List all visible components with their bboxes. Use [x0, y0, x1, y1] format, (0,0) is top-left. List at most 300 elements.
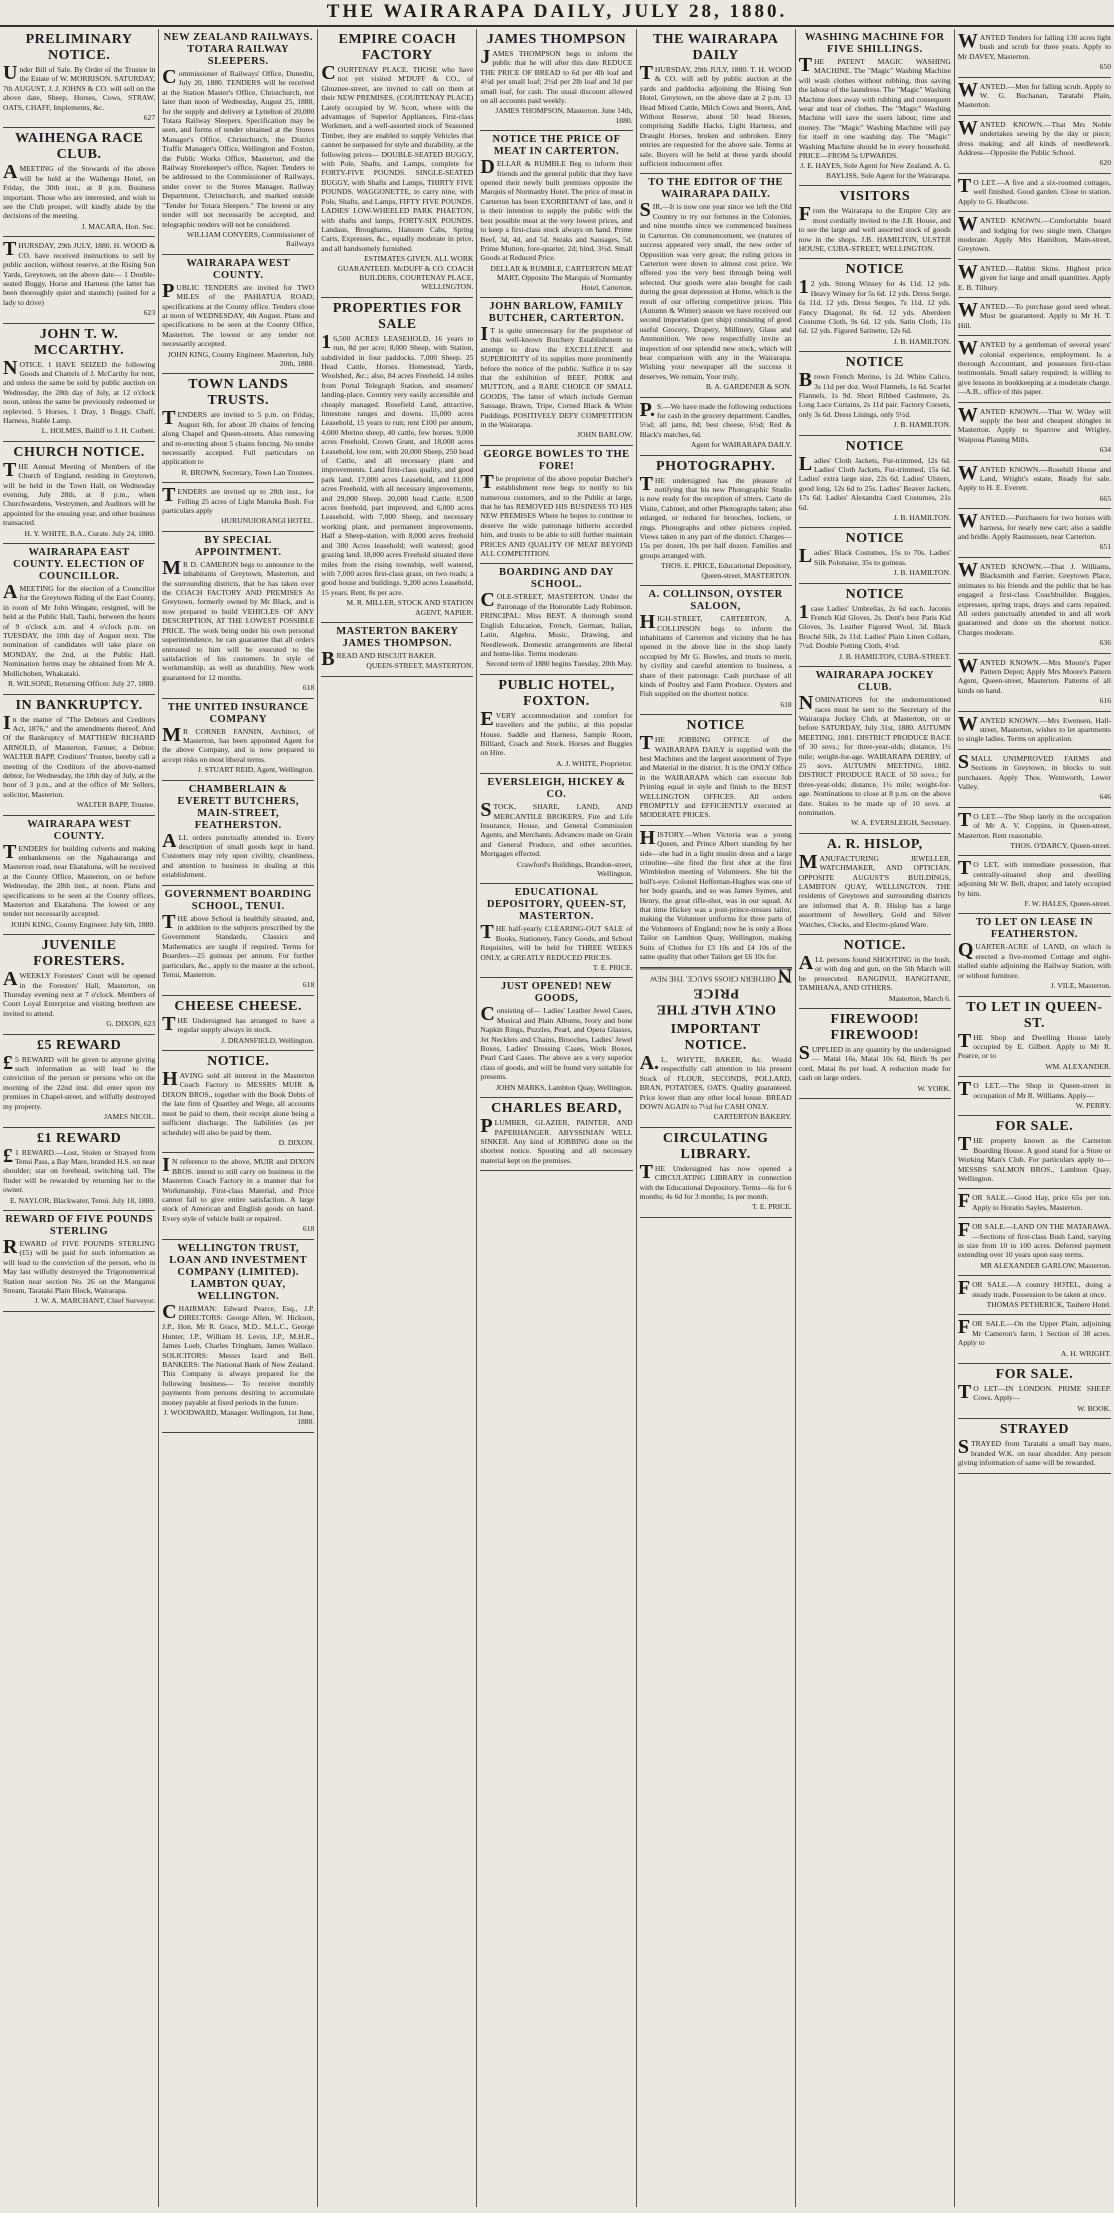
- ad-signature: T. E. PRICE.: [751, 1202, 792, 1212]
- ad-body: P.S.—We have made the following reductions for cash in the grocery department. Candles, 5½d; all jams, 8d; best cheese, 6½d; Red & Black's matches, 6d.: [639, 398, 792, 439]
- ad-heading: THE WAIRARAPA DAILY: [652, 32, 779, 63]
- advertisement: [958, 336, 1111, 402]
- advertisement: [480, 774, 632, 884]
- ad-heading: JAMES THOMPSON: [486, 32, 627, 47]
- ad-signature: 618: [302, 683, 315, 693]
- advertisement: [3, 128, 155, 237]
- ad-heading: PRELIMINARY NOTICE.: [25, 32, 133, 63]
- ad-heading: EVERSLEIGH, HICKEY & CO.: [487, 777, 626, 801]
- advertisement: [480, 884, 632, 978]
- ad-heading: IN BANKRUPTCY.: [15, 697, 143, 713]
- ad-body: NOMINATIONS for the undermentioned races must be sent to the Secretary of the Wairarapa Jockey Club, at Masterton, on or before SATURDAY, July 31st, 1880. AUTUMN MEETING, 1881. DISTRICT PRODUCE RACE of 30 sovs.; for three-year-olds; distance, 1½ mile; weight-for-age. WAIRARAPA DERBY, of 25 sovs. AUTUMN MEETING, 1882. DISTRICT PRODUCE RACE of 50 sovs.; for three-year-olds; distance, 1½ mile; weight-for-age. Nominations to close at 8 p.m. on the above date. Stakes to be made up of 10 sovs. at nomination.: [798, 692, 951, 817]
- advertisement: [958, 750, 1111, 808]
- ad-heading: NOTICE.: [843, 938, 906, 954]
- ad-body: EVERY accommodation and comfort for travellers and the public, at this popular House. Saddle and Harness, Sample Room, Billiard, Coach and Stock. Horses and Buggies on Hire.: [480, 707, 633, 758]
- advertisement: [480, 564, 632, 674]
- advertisement: [162, 1240, 314, 1433]
- advertisement: [640, 398, 792, 456]
- ad-signature: J. DRANSFIELD, Wellington.: [221, 1035, 315, 1045]
- advertisement: [162, 532, 314, 699]
- ad-signature: DELLAR & RUMBLE, CARTERTON MEAT MART, Opposite The Marquis of Normanby Hotel, Carterton.: [490, 263, 633, 292]
- advertisement: [958, 1116, 1111, 1189]
- ad-body: SMALL UNIMPROVED FARMS and Sections in Greytown, in blocks to suit purchasers. Apply Thos. Wentworth, Lower Valley.: [957, 750, 1111, 791]
- advertisement: [958, 212, 1111, 260]
- advertisement: [958, 1189, 1111, 1218]
- ad-body: ALL persons found SHOOTING in the bush, or with dog and gun, on the 5th March will be prosecuted. RANGINUI, RANGITANE, TAMIHANA, AND OTHERS.: [798, 952, 951, 993]
- advertisement: [3, 442, 155, 544]
- ad-body: WANTED KNOWN.—Comfortable board and lodging for two single men. Charges moderate. Apply Mrs Hamilton, Main-street, Greytown.: [957, 213, 1111, 254]
- ad-heading: FOR SALE.: [995, 1119, 1074, 1135]
- ad-body: COURTENAY PLACE. THOSE who have not yet visited M'DUFF & CO., of Ghuznee-street, are invited to call on them at their NEW PREMISES, (COURTENAY PLACE) Lately occupied by W. Scott, where with the advantages of Superior Appliances, First-class Workmen, and a well-assorted stock of Seasoned Timber, they are enabled to supply Vehicles that cannot be surpassed for style and durability, at the following prices— DOUBLE-SEATED BUGGY, with Pole, Shafts, and Lamps, complete for FORTY-FIVE POUNDS. SINGLE-SEATED BUGGY, with Shafts and Lamps, THIRTY FIVE POUNDS. WAGGONETTE, to carry nine, with Pole, Shafts, and Lamps, FIFTY FIVE POUNDS. LADIES' LOW-WHEELED PARK PHAETON, with shafts and lamps, FORTY-SIX POUNDS. Landaus, Broughams, Hansom Cabs, Spring Carts, Expresses, &c., equally moderate in price, and all handsomely furnished.: [321, 62, 474, 253]
- advertisement: [958, 116, 1111, 174]
- advertisement: [640, 963, 792, 1019]
- ad-body: £1 REWARD.—Lost, Stolen or Strayed from Tenui Pass, a Bay Mare, branded H.S. on near shoulder; star on forehead, switching tail. The finder will be rewarded by returning her to the owner.: [3, 1144, 156, 1195]
- masthead-rule: [0, 25, 1114, 27]
- advertisement: [958, 1315, 1111, 1364]
- ad-body: From the Wairarapa to the Empire City are most cordially invited to the J.B. House, and to see the large and well assorted stock of goods now in the shops. J.B. HAMILTON, ULSTER HOUSE, CUBA-STREET, WELLINGTON.: [798, 203, 951, 253]
- ad-signature: 618: [302, 980, 315, 990]
- ad-body: IT is quite unnecessary for the proprietor of this well-known Butchery Establishment to attempt to draw the EXCELLENCE and SUPERIORITY of its supplies more prominently before the notice of the public. Suffice it to say that the exhibition of BEEF, PORK and MUTTON, and a RARE CHOICE OF SMALL GOODS, The latter of which include German Sausage, Brawn, Tripe, Corned Black & White Puddings. POSITIVELY DEFY COMPETITION in the Wairarapa.: [480, 322, 633, 429]
- ad-heading: WAIRARAPA JOCKEY CLUB.: [815, 670, 934, 694]
- ad-body: THURSDAY, 29th JULY, 1880. H. WOOD & CO. have received instructions to sell by public auction, without reserve, at the Rising Sun Yards, Greytown, on the above date— 1 Double-seated Buggy, Horse and Harness (the latter has been thoroughly quiet and staunch) (suited for a lady to drive): [3, 238, 156, 307]
- ad-signature: D. DIXON.: [278, 1137, 315, 1147]
- advertisement: [799, 834, 951, 935]
- ad-body: THE undersigned has the pleasure of notifying that his new Photographic Studio is now ready for the reception of sitters. Carte de Visite, Cabinet, and other Photographs taken; also enlarged, or reduced for brooches, lockets, or rings. Photographs and other pictures copied. Views taken in any part of the district. Charges—15s per dozen, 10s per half dozen. Families and groups arranged with.: [639, 472, 792, 560]
- ad-signature: 620: [1099, 158, 1111, 168]
- ad-body: A.L. WHYTE, BAKER, &c. Would respectfully call attention to his present Stock of FLOUR, SECONDS, POLLARD, BRAN, POTATOES, OATS. Quality guaranteed. Price lower than any other local house. BREAD DOWN AGAIN to 7½d for CASH ONLY.: [639, 1051, 792, 1111]
- ad-heading: PHOTOGRAPHY.: [656, 458, 776, 474]
- ad-body: MR D. CAMERON begs to announce to the inhabitants of Greytown, Masterton, and the surrounding districts, that he has taken over the COACH FACTORY AND PREMISES At Greytown, formerly owned by Mr Black, and is now prepared to build VEHICLES OF ANY DESCRIPTION, AT THE LOWEST POSSIBLE PRICE. The work being under his own personal superintendence, he can guarantee that all orders entrusted to him will be executed to the satisfaction of his customers. In style of workmanship, as well as durability. New work guaranteed for 12 months.: [162, 556, 315, 682]
- ad-body: TENDERS for building culverts and making embankments on the Ngahauranga and Masterton road, near Ekatahuna, will be received at the County Office, Masterton, on or before Wednesday, the 28th inst., at noon. Plans and specifications to be seen at the County offices, Masterton and Ekatahuna. The lowest or any tender not necessarily accepted.: [3, 840, 156, 919]
- ad-heading: PUBLIC HOTEL, FOXTON.: [498, 677, 615, 709]
- ad-body: REWARD of FIVE POUNDS STERLING (£5) will be paid for such information as will lead to the conviction of the person, who in May last wilfully destroyed the Trigonometrical Station near section No. 26 on the Manganui Stream, Tarataki Plain Block, Wairarapa.: [3, 1235, 156, 1295]
- advertisement: [640, 29, 792, 174]
- ad-body: WANTED by a gentleman of several years' colonial experience, employment. Is a thorough Accountant, and possesses first-class testimonials. Small salary required; is willing to give lessons in bookkeeping at a moderate charge.—A.B., office of this paper.: [957, 337, 1111, 397]
- ad-heading: GEORGE BOWLES TO THE FORE!: [483, 448, 630, 472]
- advertisement: [958, 856, 1111, 914]
- ad-body: STOCK, SHARE, LAND, AND MERCANTILE BROKERS, Fire and Life Insurance, House, and General Commission Agents, and Merchants. Advances made on Grain and General Produce, and other securities. Mortgages effected.: [480, 799, 633, 859]
- ad-heading: NOTICE: [845, 355, 904, 371]
- ad-signature: 627: [143, 113, 156, 123]
- advertisement: [3, 695, 155, 816]
- ad-heading: CHAMBERLAIN & EVERETT BUTCHERS, MAIN-STREET, FEATHERSTON.: [177, 783, 299, 831]
- advertisement: [162, 886, 314, 996]
- column-6: [796, 29, 955, 2207]
- ad-signature: 665: [1099, 493, 1111, 503]
- ad-signature: 646: [1099, 792, 1111, 802]
- advertisement: [480, 298, 632, 446]
- ad-signature: 623: [143, 308, 156, 318]
- newspaper-title: THE WAIRARAPA DAILY, JULY 28, 1880.: [326, 1, 788, 22]
- ad-body: THE JOBBING OFFICE of the WAIRARAPA DAILY is supplied with the best Machines and the largest assortment of Type and Material in the district. It is the ONLY Office in the WAIRARAPA which can execute Job Printing equal in style and finish to the BEST WELLINGTON OFFICES. All orders PROMPTLY and EFFICIENTLY executed at MODERATE PRICES.: [639, 732, 792, 820]
- ad-body: THE above School is healthily situated, and, in addition to the subjects prescribed by the Government Standards, Classics and Mathematics are taught if required. Terms for Boarders—25 guineas per annum. For further particulars, &c., apply to the master at the school, Tenui, Masterton.: [162, 910, 315, 980]
- ad-signature: Second term of 1880 begins Tuesday, 20th May.: [486, 659, 633, 669]
- ad-heading: JUST OPENED! NEW GOODS,: [500, 981, 613, 1005]
- ad-body: THE Annual Meeting of Members of the Church of England, residing in Greytown, will be held in the Town Hall, on Wednesday evening, July 28th, at 8 p.m., when Churchwardens, Vestrymen, and Auditors will be appointed for the ensuing year, and other business transacted.: [3, 458, 156, 528]
- ad-heading: CHEESE CHEESE.: [174, 998, 303, 1014]
- ad-signature: J. STUART REID, Agent, Wellington.: [197, 765, 315, 775]
- ad-heading: WAIRARAPA EAST COUNTY. ELECTION OF COUNCILLOR.: [13, 547, 146, 583]
- ad-heading: £1 REWARD: [36, 1130, 122, 1146]
- column-1: [0, 29, 159, 2207]
- ad-heading: PROPERTIES FOR SALE: [332, 300, 462, 332]
- ad-signature: J. WOODWARD, Manager. Wellington, 1st June, 1880.: [163, 1408, 315, 1427]
- masthead: [0, 0, 1114, 24]
- ad-signature: THOS. E. PRICE, Educational Depository, Queen-street, MASTERTON.: [661, 561, 792, 580]
- ad-body: NOTICE. I HAVE SEIZED the following Goods and Chattels of J. McCarthy for rent, and unless the same be sold by public auction on Wednesday, the 28th day of July, at 12 o'clock noon, unless the same be previously redeemed or replevied. 5 Horses, 1 Dray, 1 Buggy, Chaff, Harness, Stable Lamp.: [3, 356, 156, 425]
- ad-signature: JOHN KING, County Engineer. July 6th, 1880.: [10, 919, 156, 929]
- ad-body: PLUMBER, GLAZIER, PAINTER, AND PAPERHANGER. ABYSSINIAN WELL SINKER. Any kind of JOBBING done on the shortest notice. Spouting and all necessary material kept on the premises.: [480, 1115, 633, 1165]
- ad-signature: J. B. HAMILTON.: [893, 568, 951, 578]
- ad-body: Consisting of— Ladies' Leather Jewel Cases, Musical and Plain Albums, Ivory and bone Napkin Rings, Puzzles, Pearl, and Opera Glasses, Jet Necklets and Chains, Brooches, Ladies' Jewel Boxes, Ladies' Dressing Cases, Work Boxes, Pearl Card Cases. The above are a very superior class of goods, and will be found very suitable for presents.: [480, 1003, 633, 1082]
- ad-body: IN reference to the above, MUIR and DIXON BROS. intend to still carry on business in the Masterton Coach Factory in a manner that for Workmanship, First-class Material, and Price cannot fail to give entire satisfaction. A large stock of American and English goods on hand. Every style of vehicle built or repaired.: [162, 1154, 315, 1223]
- ad-body: BREAD AND BISCUIT BAKER.: [321, 647, 437, 670]
- ad-body: Commissioner of Railways' Office, Dunedin, July 20, 1880. TENDERS will be received at the Station Master's Office, Christchurch, not later than noon of Wednesday, August 25, 1880, for the supply and delivery at Lyttelton of 20,000 Totara Railway Sleepers. Specification may be seen, and forms of tender obtained at the Stores Manager's Office, Christchurch, the District Traffic Manager's Office, Wellington and Foxton, the Public Works Office, Masterton, and the Railway Storekeeper's office, Napier. Tenders to be addressed to the Commissioner of Railways, under cover to the Stores Manager, Railway Department, Christchurch, and marked outside "Tender for Totara Sleepers." The lowest or any tender will not necessarily be accepted, and telegraphic tenders will not be considered.: [162, 66, 315, 229]
- ad-heading: FIREWOOD! FIREWOOD!: [830, 1012, 920, 1044]
- advertisement: [958, 712, 1111, 750]
- advertisement: [480, 131, 632, 298]
- ad-body: WANTED KNOWN.—Mrs Moore's Paper Pattern Depot; Apply Mrs Moore's Pattern Agent, Queen-street, Masterton. Patterns of all kinds on hand.: [957, 654, 1111, 695]
- advertisement: [958, 174, 1111, 212]
- ad-signature: Agent for WAIRARAPA DAILY.: [690, 440, 792, 450]
- ad-heading: GOVERNMENT BOARDING SCHOOL, TENUI.: [164, 888, 312, 912]
- advertisement: [3, 237, 155, 323]
- ad-signature: E. NAYLOR, Blackwater, Tenui. July 18, 1880.: [10, 1195, 156, 1205]
- ad-signature: JOHN KING, County Engineer. Masterton, July 20th, 1880.: [167, 349, 315, 368]
- ad-heading: ONLY HALF THE PRICE: [655, 984, 776, 1016]
- ad-body: 12 yds. Strong Winsey for 4s 11d. 12 yds. Heavy Winsey for 5s 6d. 12 yds. Dress Serge, 6s 11d. 12 yds. Dress Serges, 7s 11d. 12 yds. Fancy Diagonal, 8s 6d. 12 yds. Aberdeen Costume Cloth, 9s 6d. 12 yds. Satin Cloth, 11s 6d. 12 yds. Figured Satinette, 12s 6d.: [798, 276, 951, 336]
- ad-body: WANTED KNOWN.—Rosehill House and Land, Wright's estate, Ready for sale. Apply to H. E. Everett.: [957, 461, 1111, 493]
- advertisement: [799, 29, 951, 186]
- advertisement: [958, 29, 1111, 78]
- ad-body: ALL orders punctually attended to. Every description of small goods kept in hand. Customers may rely upon civility, cleanliness, and attention to business in dealing at this establishment.: [162, 829, 315, 880]
- ad-body: PUBLIC TENDERS are invited for TWO MILES of the PAHIATUA ROAD; specifications at the County office. Tenders close at noon of WEDNESDAY, 4th August. Plans and specifications to be seen at the County Office, Masterton. The lowest or any tender not necessarily accepted.: [162, 279, 315, 349]
- ad-body: THE half-yearly CLEARING-OUT SALE of Books, Stationery, Fancy Goods, and School Requisites, will be held for THREE WEEKS ONLY, at GREATLY REDUCED PRICES.: [480, 921, 633, 962]
- ad-heading: IMPORTANT NOTICE.: [670, 1021, 761, 1053]
- advertisement: [958, 1419, 1111, 1473]
- advertisement: [480, 978, 632, 1098]
- advertisement: [958, 808, 1111, 857]
- advertisement: [799, 352, 951, 435]
- ad-heading: NOTICE: [845, 438, 904, 454]
- ad-body: WANTED KNOWN.—That W. Wiley will supply the best and cheapest shingles in Masterton. Apply to Sparrow and Wrigley, Waipoua Planing Mills.: [957, 403, 1111, 444]
- ad-heading: BOARDING AND DAY SCHOOL.: [499, 567, 614, 591]
- ad-signature: WILLIAM CONYERS, Commissioner of Railways: [186, 229, 315, 249]
- ad-body: AWEEKLY Foresters' Court will be opened in the Foresters' Hall, Masterton, on Thursday evening next at 7 o'clock. Members of Court Loyal Enterprise and visiting brethren are invited to attend.: [3, 968, 156, 1018]
- ad-body: The proprietor of the above popular Butcher's establishment now begs to notify to his numerous customers, and to the Public at large, that he has REMOVED HIS BUSINESS TO HIS NEW PREMISES Where he hopes to continue to deserve the wide patronage hitherto accorded him, and trusts to be able to still further maintain PRICES AND QUALITY OF MEAT BEYOND ALL COMPETITION.: [480, 470, 633, 559]
- ad-heading: A. COLLINSON, OYSTER SALOON,: [648, 589, 783, 613]
- ad-body: FOR SALE.—A country HOTEL, doing a steady trade. Possession to be taken at once.: [957, 1277, 1111, 1300]
- ad-body: MANUFACTURING JEWELLER, WATCHMAKER, AND OPTICIAN. OPPOSITE AUGUST'S BUILDINGS, LAMBTON QUAY, WELLINGTON. THE residents of Greytown and surrounding districts are informed that A. R. Hislop has a large assortment of Jewellery, Gold and Silver Watches, Clocks, and Electro-plated Ware.: [798, 850, 951, 929]
- ad-signature: ESTIMATES GIVEN. ALL WORK GUARANTEED. McDUFF & CO. COACH BUILDERS, COURTENAY PLACE, WELLINGTON.: [337, 254, 474, 292]
- advertisement: [3, 1128, 155, 1211]
- ad-body: COLE-STREET, MASTERTON. Under the Patronage of the Honorable Lady Robinson. PRINCIPAL: Miss BEST. A thorough sound English Education, French, German, Italian, Latin, Algebra, Music, Drawing, and Needlework. Domestic arrangements are liberal and home-like. Terms moderate.: [480, 589, 633, 658]
- ad-signature: J. B. HAMILTON, CUBA-STREET.: [838, 651, 951, 661]
- ad-heading: CIRCULATING LIBRARY.: [662, 1130, 769, 1162]
- ad-signature: G. DIXON, 623: [106, 1019, 156, 1029]
- advertisement: [162, 255, 314, 375]
- advertisement: [321, 29, 473, 298]
- ad-body: WANTED KNOWN.—Mrs Ewensen, Hall-street, Masterton, wishes to let apartments to single ladies. Terms on application.: [957, 712, 1111, 744]
- advertisement: [958, 298, 1111, 336]
- advertisement: [640, 715, 792, 826]
- ad-signature: MR ALEXANDER GARLOW, Masterton.: [980, 1260, 1111, 1270]
- ad-body: THE Undersigned has arranged to have a regular supply always in stock.: [162, 1012, 315, 1035]
- advertisement: [958, 78, 1111, 116]
- ad-signature: J. VILE, Masterton.: [1050, 981, 1111, 991]
- ad-body: WANTED KNOWN.—That Mrs Noble undertakes sewing by the day or piece; dress making; and all kinds of needlework. Address—Opposite the Public School.: [957, 116, 1111, 158]
- page-columns: [0, 29, 1114, 2209]
- ad-heading: EDUCATIONAL DEPOSITORY, QUEEN-ST, MASTERTON.: [486, 887, 627, 923]
- ad-signature: 618: [302, 1224, 315, 1234]
- advertisement: [958, 914, 1111, 996]
- ad-heading: BY SPECIAL APPOINTMENT.: [194, 534, 282, 558]
- ad-heading: VISITORS: [839, 189, 911, 205]
- ad-body: £5 REWARD will be given to anyone giving such information as will lead to the conviction of the person or persons who on the morning of the 22nd inst. did enter upon my premises in Chapel-street, and wilfully destroyed my property.: [3, 1051, 156, 1111]
- ad-body: TO LET, with immediate possession, that centrally-situated shop and dwelling adjoining Mr W. Bell, draper, and lately occupied by him.: [957, 857, 1111, 898]
- ad-body: CHAIRMAN: Edward Pearce, Esq., J.P. DIRECTORS: George Allen, W. Hickson, J.P., Hon. Mr R. Grace, M.D., M.L.C., George Hunter, J.P., William H. Levin, J.P., M.H.R., James Loeb, Charles Tringham, James Wallace. SOLICITORS: Messrs Izard and Bell. BANKERS: The National Bank of New Zealand. This Company is always prepared for the following business— To receive monthly payments from persons desiring to accumulate money payable at fixed periods in the future.: [162, 1300, 315, 1407]
- ad-body: Brown French Merino, 1s 2d. White Calico, 3s 11d per doz. Wool Flannels, 1s 6d. Scarlet Flannels, 1s 9d. Short Ribbed Cashmere, 2s. Long Lace Curtains, 2s 11d pair. Factory Corsets, only 3s 6d. Dress Linings, only 5½d.: [798, 369, 951, 419]
- advertisement: [162, 29, 314, 255]
- ad-signature: WM. ALEXANDER.: [1045, 1061, 1111, 1071]
- advertisement: [958, 997, 1111, 1078]
- advertisement: [3, 1211, 155, 1312]
- ad-signature: QUEEN-STREET, MASTERTON.: [366, 661, 474, 671]
- ad-signature: M. R. MILLER, STOCK AND STATION AGENT, NAPIER.: [346, 598, 474, 617]
- advertisement: [799, 436, 951, 529]
- advertisement: [958, 1077, 1111, 1116]
- ad-body: 1case Ladies' Umbrellas, 2s 6d each. Jaconis French Kid Gloves, 2s. Dent's best Paris Kid Gloves, 3s. Leather Figured Wool, 3d. Black Broché Silk, 2s 11d. Ladies' Plain Linen Collars, 7½d. Double Potting Cloth, 4½d.: [798, 600, 951, 651]
- advertisement: [640, 1128, 792, 1218]
- ad-signature: Crawford's Buildings, Brandon-street, Wellington.: [516, 859, 633, 878]
- ad-body: AMEETING for the election of a Councillor for the Greytown Riding of the East County, in room of Mr John Wingate, resigned, will be held at the Public Hall, Tauhi, between the hours of 9 o'clock a.m. and 4 o'clock p.m. on TUESDAY, the 10th day of August next. The nomination of candidates will take place on MONDAY, the 2nd, at the Public Hall. Nomination forms may be obtained from Mr A. Mollichoben, Whakataki.: [3, 581, 156, 678]
- ad-signature: Masterton, March 6.: [888, 993, 951, 1003]
- advertisement: [3, 324, 155, 442]
- advertisement: [958, 461, 1111, 510]
- ad-signature: JOHN BARLOW.: [577, 430, 633, 440]
- ad-heading: STRAYED: [999, 1422, 1069, 1438]
- ad-signature: A. J. WHITE, Proprietor.: [556, 758, 633, 768]
- ad-heading: £5 REWARD: [36, 1037, 122, 1053]
- ad-heading: REWARD OF FIVE POUNDS STERLING: [5, 1213, 153, 1237]
- ad-heading: EMPIRE COACH FACTORY: [338, 32, 457, 63]
- advertisement: [958, 558, 1111, 654]
- ad-heading: NOTICE: [686, 718, 745, 734]
- ad-body: NORTHERN CROSS SAUCE. THE NEW: [649, 963, 792, 986]
- ad-signature: J. B. HAMILTON.: [893, 420, 951, 430]
- ad-signature: F. W. HALES, Queen-street.: [1024, 899, 1111, 909]
- column-4: [477, 29, 636, 2207]
- ad-signature: A. H. WRIGHT.: [1060, 1348, 1111, 1358]
- ad-signature: J. W. A. MARCHANT, Chief Surveyor.: [34, 1296, 156, 1306]
- ad-signature: H. Y. WHITE, B.A., Curate. July 24, 1880.: [24, 528, 156, 538]
- advertisement: [799, 528, 951, 583]
- advertisement: [958, 260, 1111, 298]
- ad-heading: TO LET IN QUEEN-ST.: [966, 999, 1103, 1031]
- ad-body: Ladies' Black Costumes, 15s to 70s. Ladies' Silk Polonaise, 35s to guineas.: [798, 545, 951, 568]
- ad-signature: T. E. PRICE.: [592, 963, 633, 973]
- advertisement: [321, 623, 473, 677]
- ad-body: TO LET.—A five and a six-roomed cottages, well finished. Good garden. Close to station. Apply to G. Heathcote.: [957, 174, 1111, 206]
- ad-heading: A. R. HISLOP,: [826, 836, 923, 852]
- ad-body: WANTED Tenders for falling 130 acres light bush and scrub for three years. Apply to Mr DAVEY, Masterton.: [957, 30, 1111, 61]
- advertisement: [162, 1051, 314, 1153]
- advertisement: [640, 174, 792, 397]
- ad-signature: THOS. O'DARCY, Queen-street.: [1010, 841, 1111, 851]
- advertisement: [799, 1009, 951, 1099]
- advertisement: [3, 1035, 155, 1128]
- ad-heading: NOTICE: [845, 531, 904, 547]
- ad-signature: W. PERRY.: [1075, 1100, 1111, 1110]
- advertisement: [162, 483, 314, 532]
- advertisement: [162, 1153, 314, 1239]
- ad-signature: W. BOOK.: [1077, 1403, 1111, 1413]
- ad-heading: WAIRARAPA WEST COUNTY.: [186, 257, 291, 281]
- ad-body: In the matter of "The Debtors and Creditors Act, 1876," and the amendments thereof, And Of the Bankruptcy of MATTHEW RICHARD ARNOLD, of Masterton, Farmer, a Debtor. WALTER BAPP, Creditors' Trustee, hereby call a meeting of the Creditors of the above-named debtor, for Wednesday, the 18th day of July, at the hour of 3 p.m., and at the office of Mr Sellers, solicitor, Masterton.: [3, 711, 156, 799]
- ad-heading: WAIHENGA RACE CLUB.: [14, 131, 144, 163]
- advertisement: [640, 456, 792, 586]
- ad-heading: NOTICE: [845, 586, 904, 602]
- ad-signature: W. A. EVERSLEIGH, Secretary.: [851, 818, 951, 828]
- ad-body: WANTED KNOWN.—That J. Williams, Blacksmith and Farrier, Greytown Place, intimates to his friends and the public that he has engaged a first-class Coachbuilder. Buggies, expresses, spring traps, drays and carts repaired. All orders punctually attended to and all work guaranteed and done on the shortest notice. Charges moderate.: [957, 558, 1111, 637]
- ad-heading: TOWN LANDS TRUSTS.: [188, 377, 289, 409]
- advertisement: [162, 996, 314, 1051]
- advertisement: [640, 826, 792, 968]
- ad-heading: CHARLES BEARD,: [491, 1101, 622, 1117]
- advertisement: [3, 935, 155, 1034]
- ad-signature: 650: [1099, 62, 1111, 72]
- ad-heading: NEW ZEALAND RAILWAYS. TOTARA RAILWAY SLEEPERS.: [163, 32, 313, 67]
- ad-body: WANTED.—Men for falling scrub. Apply to W. G. Buchanan, Taratahi Plain, Masterton.: [957, 78, 1111, 110]
- advertisement: [480, 675, 632, 774]
- column-7: [955, 29, 1114, 2207]
- ad-body: FOR SALE.—Good Hay, price 65s per ton. Apply to Horatio Sayles, Masterton.: [957, 1190, 1111, 1213]
- ad-body: QUARTER-ACRE of LAND, on which is erected a five-roomed Cottage and eight-stalled stable adjoining the Railway Station, with or without furniture.: [957, 939, 1111, 980]
- ad-heading: WELLINGTON TRUST, LOAN AND INVESTMENT COMPANY (LIMITED). LAMBTON QUAY, WELLINGTON.: [169, 1242, 308, 1302]
- advertisement: [162, 374, 314, 483]
- ad-body: TENDERS are invited to 5 p.m. on Friday, August 6th, for about 20 chains of fencing along Chapel and Queen-streets. Also removing and re-erecting about 5 chains fencing. No tender necessarily accepted. Full particulars on application to: [162, 407, 315, 467]
- ad-heading: CHURCH NOTICE.: [13, 444, 145, 460]
- ad-signature: CARTERTON BAKERY.: [713, 1112, 792, 1122]
- advertisement: [799, 259, 951, 352]
- ad-body: WANTED.—To purchase good seed wheat. Must be guaranteed. Apply to Mr H. T. Hill.: [957, 298, 1111, 330]
- ad-body: HIGH-STREET, CARTERTON. A. COLLINSON begs to inform the inhabitants of Carterton and vicinity that he has opened in the above line in the shop lately occupied by Mr G. Bowles, and trusts to merit, by civility and careful attention to business, a share of their patronage. Cash purchase of all kinds of Poultry and Farm Produce. Oysters and Fish supplied on the shortest notice.: [639, 611, 792, 699]
- ad-body: THURSDAY, 29th JULY, 1880. T. H. WOOD & CO. will sell by public auction at the yards and paddocks adjoining the Rising Sun Hotel, Greytown, on the above date at 2 p.m. 13 Head Mixed Cattle, Milch Cows and Steers, And, Without Reserve, about 50 head Horses, comprising Saddle Hacks, Light Harness, and Draught Horses, broken and unbroken. Entry entries are requested for the above sale. Terms at sale. Buyers will be held at these yards should sufficient inducement offer.: [639, 62, 792, 169]
- ad-signature: W. YORK.: [917, 1083, 951, 1093]
- ad-signature: HURUNUIORANGI HOTEL.: [221, 516, 315, 526]
- ad-body: HISTORY.—When Victoria was a young Queen, and Prince Albert standing by her side—she had in a light muslin dress and a large crinoline—she fired the first shot at the first Wimbledon meeting of Volunteers. She hit the bull's-eye. Colonel Heffernan-Hughes was one of her body guards, and so was James Symes, and Henry, the great rifle-shot, was in our squad. At that time Hickey was a post-prince-tresses tailor, making the Volunteer uniforms for three parts of the Volunteers of England; now he is only a Boss Tailor on Lambton Quay, Wellington, making Suits of Clothes for £3 10s and £4 10s of the same quality that other Tailors get £6 10s for.: [639, 826, 792, 962]
- ad-body: TO LET.—The Shop lately in the occupation of Mr A. V. Coppins, in Queen-street, Masterton. Rent reasonable.: [957, 808, 1111, 840]
- ad-body: AMEETING of the Stewards of the above will be held at the Waihenga Hotel, on Friday, the 30th inst., at 8 p.m. Business important. Those who are interested, and wish to see the Club prosper, will kindly abide by the decisions of the meeting.: [3, 161, 156, 221]
- advertisement: [958, 654, 1111, 712]
- advertisement: [958, 1276, 1111, 1315]
- ad-heading: WAIRARAPA WEST COUNTY.: [27, 818, 131, 842]
- ad-body: FOR SALE.—On the Upper Plain, adjoining Mr Cameron's farm, 1 Section of 38 acres. Apply to: [957, 1316, 1111, 1348]
- advertisement: [3, 29, 155, 128]
- ad-signature: JAMES THOMPSON, Masterton. June 14th, 1880.: [495, 106, 633, 125]
- ad-heading: FOR SALE.: [995, 1367, 1074, 1383]
- ad-signature: J. MACARA, Hon. Sec.: [81, 221, 156, 231]
- ad-body: THE PATENT MAGIC WASHING MACHINE. The "Magic" Washing Machine will wash clothes without rubbing, thus saving the labour of the laundress. The "Magic" Washing Machine does away with rubbing and consequent wear and tear of clothes. The "Magic" Washing Machine will save the users labour, time and money. The "Magic" Washing Machine will pay for itself in one washing day. The "Magic" Washing Machine should be in every household. PRICE—FROM 5s UPWARDS.: [798, 54, 951, 161]
- ad-body: TENDERS are invited up to 28th inst., for Felling 25 acres of Light Manuka Bush. For particulars apply: [162, 484, 315, 516]
- ad-heading: NOTICE THE PRICE OF MEAT IN CARTERTON.: [492, 134, 621, 158]
- advertisement: [799, 667, 951, 834]
- advertisement: [321, 298, 473, 623]
- advertisement: [799, 186, 951, 259]
- ad-signature: J. B. HAMILTON.: [893, 336, 951, 346]
- advertisement: [799, 584, 951, 667]
- advertisement: [958, 1218, 1111, 1276]
- ad-body: THE Undersigned has now opened a CIRCULATING LIBRARY in connection with the Educational Depository. Terms—6s for 6 months; 4s 6d for 3 months; 1s per month.: [639, 1160, 792, 1201]
- ad-body: Ladies' Cloth Jackets, Fur-trimmed, 12s 6d. Ladies' Cloth Jackets, Fur-trimmed, 15s 6d. Ladies' extra large size, 22s 6d. Ladies' Ulsters, good long, 12s 6d to 25s. Ladies' Beaver Jackets, 17s 6d. Ladies' Alexandra Cord Costumes, 21s 6d.: [798, 452, 951, 512]
- advertisement: [640, 586, 792, 715]
- ad-body: JAMES THOMPSON begs to inform the public that he will after this date REDUCE THE PRICE OF BREAD to 6d per 4lb loaf and 4½d per small loaf; 2½d per 2lb loaf and 3d per small loaf, for cash. The usual discount allowed on all accounts paid weekly.: [480, 46, 633, 106]
- ad-signature: 618: [780, 699, 792, 709]
- ad-body: Under Bill of Sale. By Order of the Trustee in the Estate of W. MORRISON. SATURDAY, 7th AUGUST, J. J. JOHNS & CO. will sell on the above date, Sheep, Horses, Cows, STRAW, OATS, CHAFF, Implements, &c.: [3, 62, 156, 112]
- ad-signature: L. HOLMES, Bailiff to J. H. Corbett.: [41, 426, 156, 436]
- ad-heading: MASTERTON BAKERY JAMES THOMPSON.: [336, 625, 459, 649]
- ad-signature: 636: [1099, 638, 1111, 648]
- advertisement: [958, 509, 1111, 558]
- ad-body: FOR SALE.—LAND ON THE MATARAWA.—Sections of first-class Bush Land, varying in size from 10 to 100 acres. Deferred payment extending over 10 years upon easy terms.: [957, 1219, 1111, 1260]
- advertisement: [480, 29, 632, 131]
- ad-signature: WALTER BAPP, Trustee.: [76, 800, 156, 810]
- advertisement: [162, 699, 314, 781]
- advertisement: [958, 1364, 1111, 1419]
- ad-body: HAVING sold all interest in the Masterton Coach Factory to MESSRS MUIR & DIXON BROS., together with the Book Debts of the late firm of Quartley and Wege, all accounts must be paid to them, their receipt alone being a sufficient discharge. The liabilities (as per schedule) will also be paid by them.: [162, 1068, 315, 1137]
- advertisement: [640, 1019, 792, 1128]
- ad-signature: R. WILSONE, Returning Officer. July 27, 1880.: [7, 679, 156, 689]
- ad-heading: NOTICE.: [207, 1054, 270, 1070]
- ad-signature: R. BROWN, Secretary, Town Lan Trustees.: [181, 467, 315, 477]
- ad-heading: NOTICE: [845, 262, 904, 278]
- ad-signature: B. A. GARDENER & SON.: [705, 382, 792, 392]
- ad-signature: JAMES NICOL.: [104, 1112, 156, 1122]
- ad-signature: 634: [1099, 445, 1111, 455]
- ad-body: THE Shop and Dwelling House lately occupied by E. Gilbert. Apply to Mr R. Pearce, or to: [957, 1029, 1111, 1061]
- advertisement: [480, 446, 632, 565]
- ad-body: MR CORNER FANNIN, Architect, of Masterton, has been appointed Agent for the above Company, and is now prepared to accept risks on most liberal terms.: [162, 723, 315, 764]
- ad-body: SUPPLIED in any quantity by the undersigned— Matai 16s, Matai 10s 6d, Birch 9s per cord, Matai 8s per load. A reduction made for cash on large orders.: [798, 1042, 951, 1083]
- ad-body: TO LET—IN LONDON. PRIME SHEEP. Cows. Apply—: [957, 1381, 1111, 1404]
- advertisement: [3, 816, 155, 936]
- ad-body: STRAYED from Taratahi a small bay mare, branded W.K. on near shoulder. Any person giving information of same will be rewarded.: [957, 1436, 1111, 1468]
- ad-heading: JOHN T. W. MCCARTHY.: [33, 326, 125, 358]
- ad-body: WANTED.—Rabbit Skins. Highest price given for large and small quantities. Apply E. B. Tilbury.: [957, 260, 1111, 292]
- column-5: [637, 29, 796, 2207]
- ad-heading: JOHN BARLOW, FAMILY BUTCHER, CARTERTON.: [488, 300, 625, 324]
- advertisement: [162, 781, 314, 886]
- ad-signature: 651: [1099, 542, 1111, 552]
- ad-heading: TO THE EDITOR OF THE WAIRARAPA DAILY.: [648, 177, 784, 201]
- ad-signature: THOMAS PETHERICK, Tauhere Hotel.: [986, 1300, 1111, 1310]
- ad-signature: JOHN MARKS, Lambton Quay, Wellington.: [496, 1082, 633, 1092]
- ad-signature: J. E. HAYES, Sole Agent for New Zealand. A. G. BAYLISS, Sole Agent for the Wairarapa.: [800, 161, 951, 180]
- ad-heading: JUVENILE FORESTERS.: [33, 938, 125, 970]
- ad-body: TO LET.—The Shop in Queen-street in occupation of Mr R. Williams. Apply—: [957, 1078, 1111, 1101]
- advertisement: [480, 1098, 632, 1171]
- ad-body: THE property known as the Carterton Boarding House. A good stand for a Store or Working Man's Club. For particulars apply to— MESSRS SALMON BROS., Lambton Quay, Wellington.: [957, 1133, 1111, 1183]
- ad-heading: THE UNITED INSURANCE COMPANY: [167, 701, 309, 725]
- ad-body: 16,500 ACRES LEASEHOLD, 16 years to run, 8d per acre; 8,000 Sheep, with Station, subdivided in four paddocks. 7,000 Sheep. 25 Head Cattle, Horses. Homestead, Yards, Woolshed, &c.; also, 84 acres Freehold, 14 miles from Portal Telegraph Station, and steamers' landing-place. Country very easily accessible and cheaply managed. Rosefield Land, attractive, limestone ranges and downs. 15,000 acres Leasehold, 15 years to run; rent £100 per annum, 4,000 Merino sheep, 40 cattle, few horses. 9,000 acres Freehold, Crown Grant, and 18,000 acres Leasehold, low rent, with 20,000 Sheep, 250 head of Cattle, and all necessary plant and improvements. Land first-class quality, and good park land. 17,000 acres Leasehold, and 11,000 acres Freehold, with all necessary improvements, and 29,000 Sheep. 20,000 head Cattle. 8,500 acres freehold, part improved, and 6,000 acres Leasehold, with 7,000 Sheep, and necessary working plant, and permanent improvements. Half a Sheep-station, with 8,000 acres freehold and 300 Acres leasehold; well watered; good grazing land. 18,000 acres Freehold situated three miles from the rising township, well watered, with 7,000 acres first-class grass, on two roads; a good house and buildings. 9,200 acres Leasehold, 15 years. Rent, 8s per acre.: [321, 330, 474, 597]
- advertisement: [799, 935, 951, 1009]
- ad-body: DELLAR & RUMBLE Beg to inform their friends and the general public that they have opened their newly built premises opposite the Marquis of Normanby Hotel. The price of meat in Carterton has been EXORBITANT of late, and it is their intention to supply the public with the best possible meat at the very lowest prices, and to keep a first-class stock always on hand. Prime Beef, 3d, 4d, and 5d. Steaks and Sausages, 5d. Prime Mutton, fore-quarter, 2d; hind, 3½d. Small Goods at Reduced Price.: [480, 156, 633, 263]
- ad-body: SIR,—It is now one year since we left the Old Country to try our fortunes in the Colonies, and nine months since we commenced business in Carterton. On commencement, we (natures of success appeared very small, the new order of Opposition was very great; the ruling prices in Carterton were down to almost cost price. We offered you the very best through being well selected. Our goods were also bought for cash during the great depression at Home, which is the result of our offering competitive prices. This (Autumn & Winter) season we have received our second importation (per ship) consisting of good useful Grocery, Drapery, Millinery, Glass and Ammunition. We now respectfully invite an inspection of our splendid new stock, which will bear comparison with any in the Wairarapa. Wishing your newspaper all the success it deserves, We remain, Your truly,: [639, 199, 792, 381]
- ad-signature: J. B. HAMILTON.: [893, 513, 951, 523]
- ad-heading: WASHING MACHINE FOR FIVE SHILLINGS.: [804, 32, 945, 55]
- ad-heading: TO LET ON LEASE IN FEATHERSTON.: [975, 917, 1093, 941]
- ad-body: WANTED.—Purchasers for two horses with harness, for nearly new cart; also a saddle and bridle. Apply Rasmussen, near Carterton.: [957, 510, 1111, 542]
